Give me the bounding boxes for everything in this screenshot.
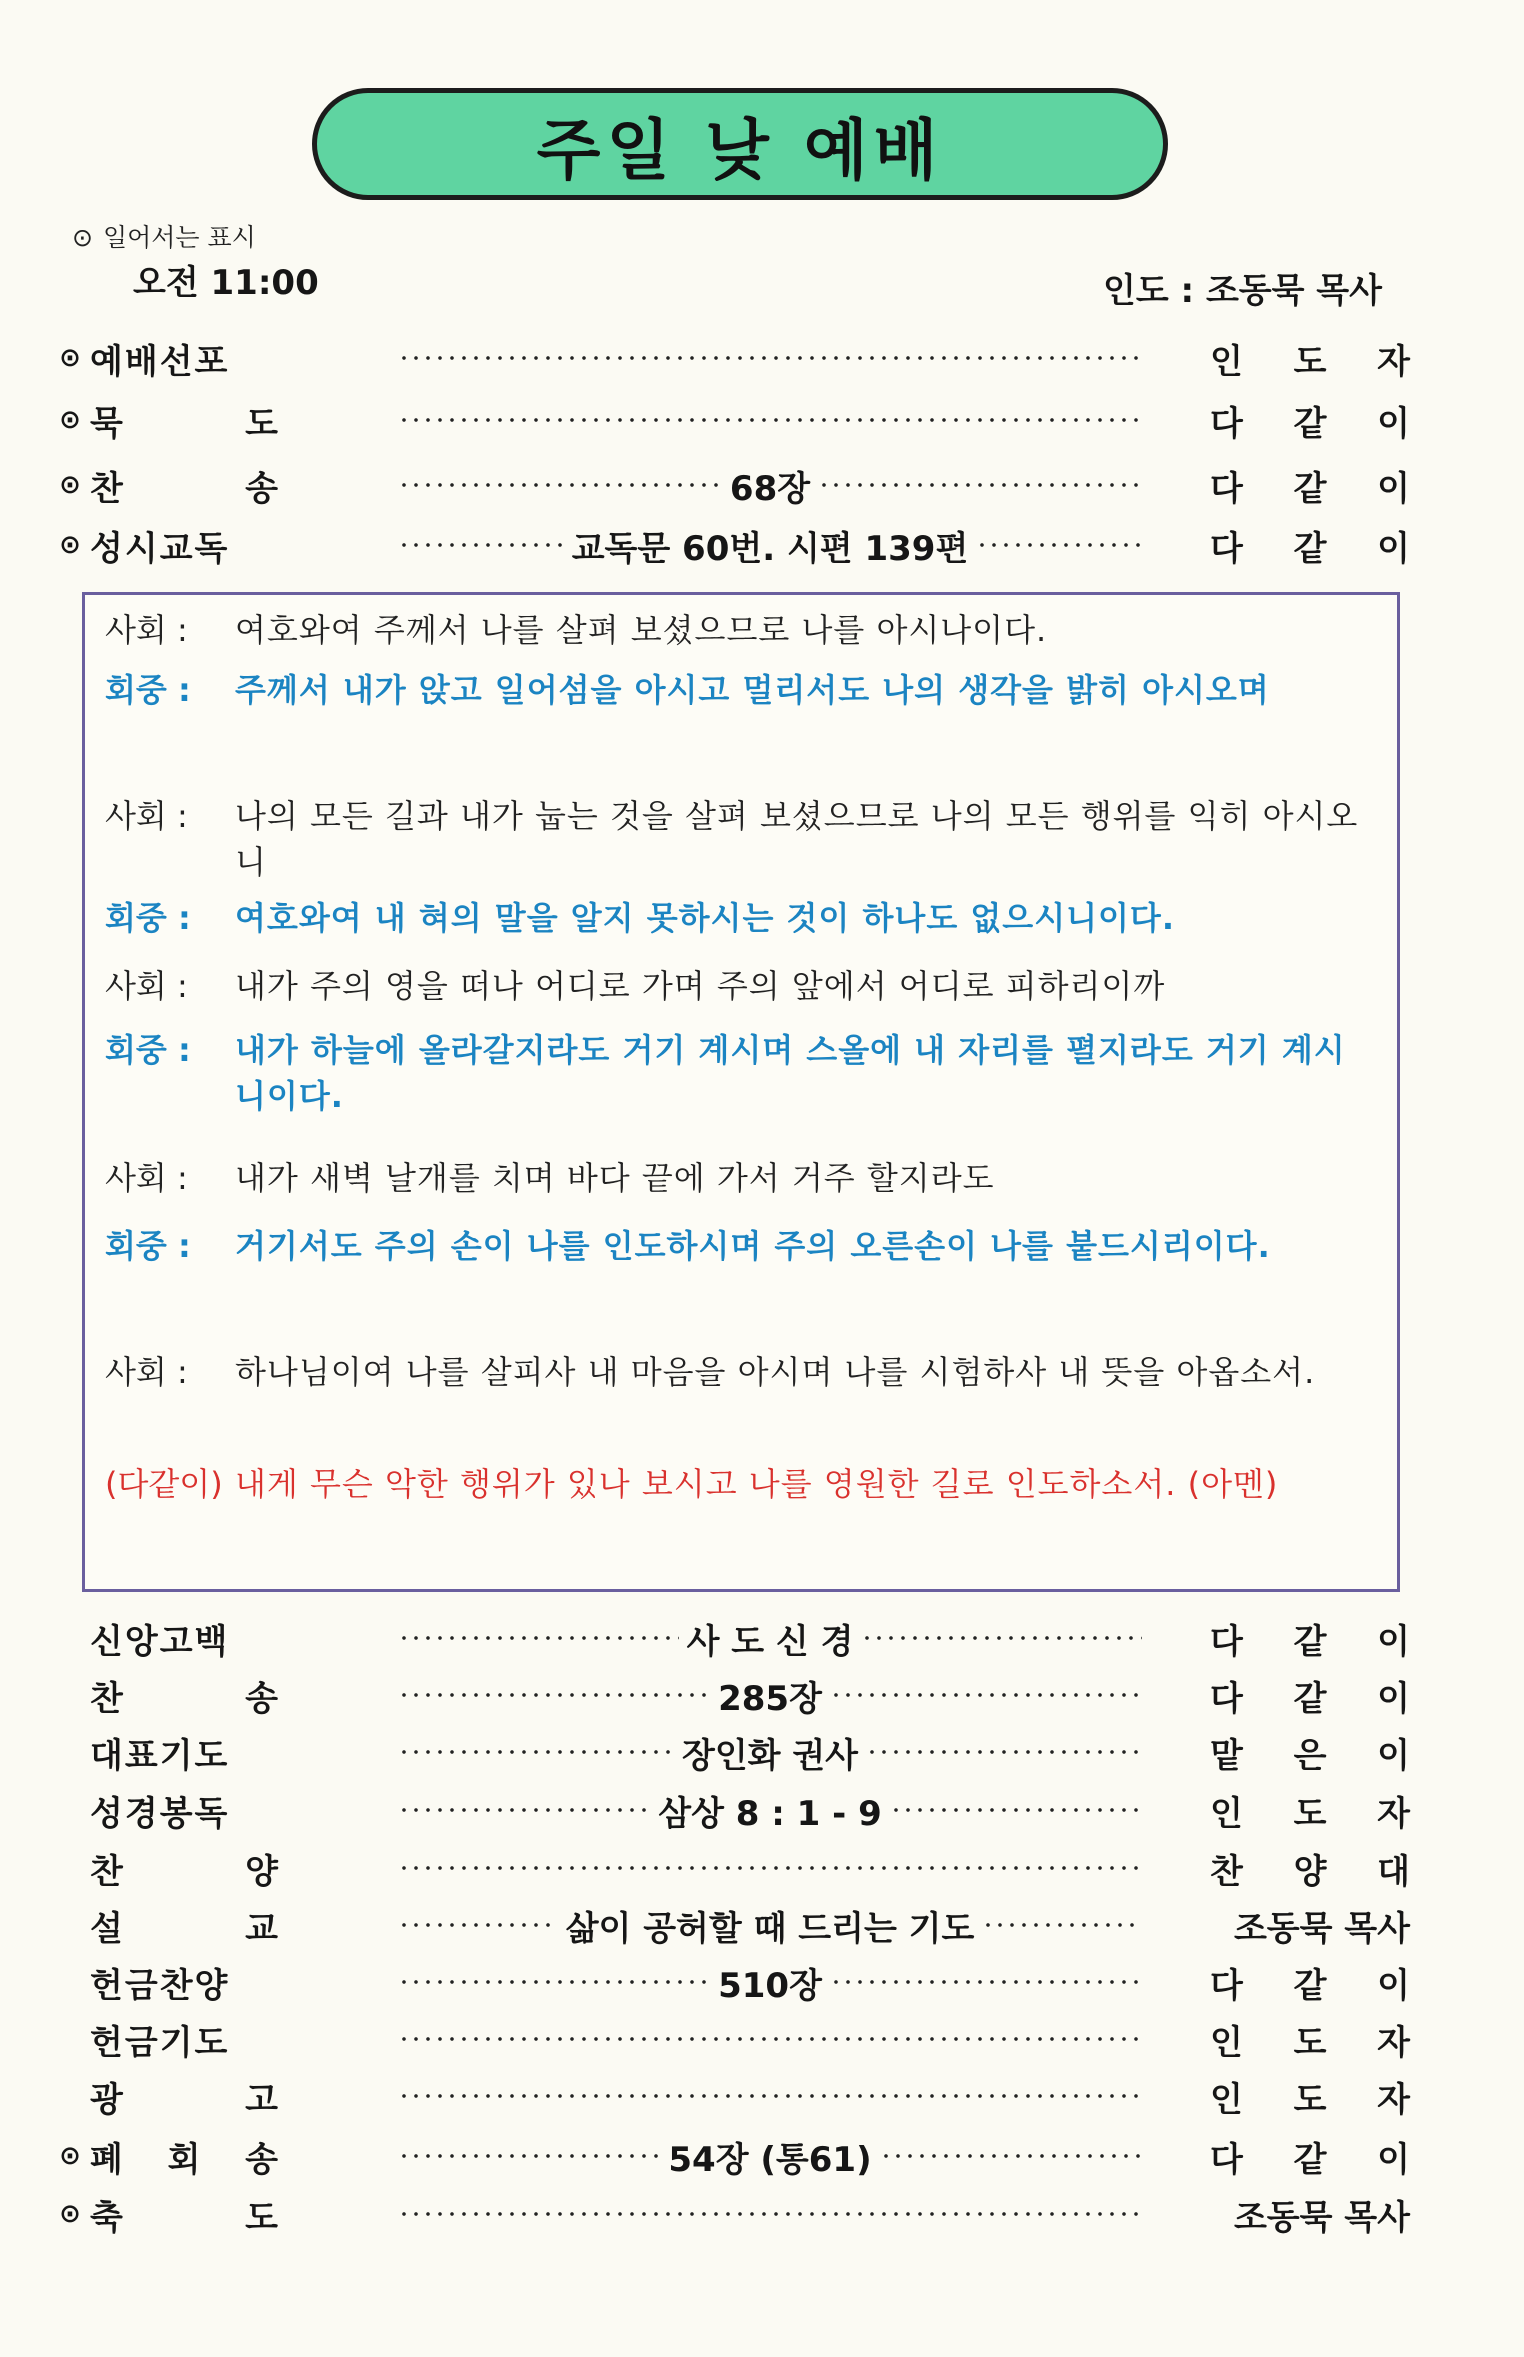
dot-fill [398, 356, 1142, 360]
dot-leader [390, 1786, 1150, 1835]
litany-line [105, 793, 1375, 885]
dot-leader [390, 2037, 1150, 2041]
dot-fill [830, 1980, 1142, 1984]
stand-mark-icon: ⊙ [59, 2199, 81, 2229]
litany-line [105, 607, 1375, 653]
order-item-person-part: 다 [1210, 2139, 1243, 2180]
order-item-person-part: 같 [1293, 1621, 1327, 1662]
order-item-detail: 510장 [718, 1965, 822, 2006]
litany-text: 내가 새벽 날개를 치며 바다 끝에 가서 거주 할지라도 [235, 1159, 995, 1197]
order-item-name [90, 396, 280, 445]
dot-fill [830, 1693, 1142, 1697]
dot-leader [390, 521, 1150, 570]
order-item-person-part: 자 [1377, 2079, 1410, 2120]
dot-fill [976, 543, 1142, 547]
dot-leader [390, 1671, 1150, 1720]
litany-text: 여호와여 내 혀의 말을 알지 못하시는 것이 하나도 없으시니이다. [235, 899, 1175, 937]
litany-line [105, 1027, 1375, 1119]
order-item-detail: 삼상 8 : 1 - 9 [658, 1793, 882, 1834]
order-item-name-part: 송 [245, 1678, 280, 1719]
litany-line [105, 963, 1375, 1009]
order-item-detail: 사 도 신 경 [686, 1621, 854, 1662]
dot-fill [398, 1750, 674, 1754]
order-item-person-part: 인 [1210, 2022, 1243, 2063]
order-item-name [90, 1901, 280, 1950]
order-item-person-part: 인 [1210, 2079, 1243, 2120]
title-banner [312, 88, 1168, 200]
dot-fill [866, 1750, 1142, 1754]
order-item-person-part: 도 [1293, 341, 1327, 382]
dot-fill [880, 2154, 1142, 2158]
order-item-person-part: 다 [1210, 1678, 1243, 1719]
order-item-person-part: 은 [1293, 1735, 1327, 1776]
order-item-person [1150, 1671, 1420, 1720]
order-item-name: 신앙고백 [90, 1621, 230, 1662]
litany-role: (다같이) [105, 1465, 223, 1503]
order-item-person-part: 다 [1210, 403, 1243, 444]
service-time: 오전 11:00 [133, 263, 319, 303]
stand-mark-icon: ⊙ [59, 470, 81, 500]
dot-fill [398, 1693, 710, 1697]
order-item-name [90, 461, 280, 510]
order-item-name-part: 교 [245, 1908, 280, 1949]
order-item-person [1150, 1844, 1420, 1893]
litany-role: 회중 : [105, 1227, 191, 1265]
order-item [50, 1665, 1420, 1725]
order-item-name-part: 도 [245, 403, 280, 444]
dot-fill [982, 1923, 1142, 1927]
order-item-name-part: 고 [245, 2079, 280, 2120]
order-item [50, 1780, 1420, 1840]
order-item-person-part: 이 [1377, 1678, 1410, 1719]
order-item-person-part: 이 [1377, 528, 1410, 569]
litany-role: 회중 : [105, 1031, 191, 1069]
order-item-name-part: 찬 [90, 468, 125, 509]
order-item-person-part: 인 [1210, 341, 1243, 382]
dot-fill [818, 483, 1142, 487]
litany-text: 내가 주의 영을 떠나 어디로 가며 주의 앞에서 어디로 피하리이까 [235, 967, 1166, 1005]
order-item-name: 헌금기도 [90, 2022, 230, 2063]
order-item-person [1150, 2132, 1420, 2181]
order-item-detail: 삶이 공허할 때 드리는 기도 [565, 1908, 975, 1949]
litany-role: 회중 : [105, 899, 191, 937]
order-item-person [1150, 1728, 1420, 1777]
litany-role: 사회 : [105, 797, 188, 835]
dot-leader [390, 1866, 1150, 1870]
litany-text: 나의 모든 길과 내가 눕는 것을 살펴 보셨으므로 나의 모든 행위를 익히 아시오니 [235, 797, 1359, 881]
litany-text: 거기서도 주의 손이 나를 인도하시며 주의 오른손이 나를 붙드시리이다. [235, 1227, 1271, 1265]
order-item-name: 예배선포 [90, 341, 230, 382]
order-item [50, 390, 1420, 450]
litany-role: 사회 : [105, 1353, 188, 1391]
stand-mark-icon: ⊙ [59, 405, 81, 435]
order-item [50, 1895, 1420, 1955]
legend-text: 일어서는 표시 [102, 223, 256, 252]
order-item-person-part: 찬 [1210, 1851, 1243, 1892]
dot-fill [398, 2094, 1142, 2098]
order-item-person-part: 이 [1377, 1735, 1410, 1776]
litany-text: 여호와여 주께서 나를 살펴 보셨으므로 나를 아시나이다. [235, 611, 1048, 649]
order-item-person [1150, 396, 1420, 445]
dot-fill [398, 2154, 660, 2158]
order-item [50, 1608, 1420, 1668]
order-item-person-part: 같 [1293, 2139, 1327, 2180]
order-item-person [1150, 1614, 1420, 1663]
order-item-person-part: 다 [1210, 468, 1243, 509]
dot-fill [861, 1636, 1142, 1640]
dot-leader [390, 356, 1150, 360]
order-item-person-part: 다 [1210, 1621, 1243, 1662]
standing-legend [72, 218, 256, 254]
order-item-person: 조동묵 목사 [1233, 2197, 1410, 2238]
order-item-detail: 285장 [718, 1678, 822, 1719]
litany-role: 사회 : [105, 967, 188, 1005]
order-item-name [90, 2132, 280, 2181]
order-item-name-part: 양 [245, 1851, 280, 1892]
dot-fill [398, 1866, 1142, 1870]
order-item-name-part: 광 [90, 2079, 125, 2120]
order-item [50, 1838, 1420, 1898]
order-item-name [90, 1844, 280, 1893]
order-item-name-part: 설 [90, 1908, 125, 1949]
order-item-person-part: 이 [1377, 1621, 1410, 1662]
order-item-person-part: 이 [1377, 403, 1410, 444]
dot-leader [390, 418, 1150, 422]
dot-leader [390, 1901, 1150, 1950]
dot-leader [390, 2212, 1150, 2216]
order-item [50, 1952, 1420, 2012]
dot-leader [390, 2132, 1150, 2181]
dot-fill [398, 543, 564, 547]
order-item [50, 2009, 1420, 2069]
litany-role: 사회 : [105, 611, 188, 649]
order-item-name-part: 찬 [90, 1678, 125, 1719]
order-item-person [1150, 2015, 1420, 2064]
litany-line [105, 895, 1375, 941]
order-item-person-part: 이 [1377, 468, 1410, 509]
order-item-name-part: 폐 [90, 2139, 125, 2180]
responsive-reading-box [82, 592, 1400, 1592]
order-item-person-part: 도 [1293, 2022, 1327, 2063]
order-item-person-part: 다 [1210, 1965, 1243, 2006]
order-item-person-part: 대 [1377, 1851, 1410, 1892]
dot-leader [390, 1614, 1150, 1663]
order-item-person-part: 같 [1293, 528, 1327, 569]
litany-line [105, 1461, 1375, 1507]
litany-text: 주께서 내가 앉고 일어섬을 아시고 멀리서도 나의 생각을 밝히 아시오며 [235, 671, 1270, 709]
order-item-name-part: 회 [167, 2139, 203, 2180]
order-item-person-part: 이 [1377, 1965, 1410, 2006]
order-item-name-part: 묵 [90, 403, 125, 444]
litany-line [105, 1349, 1375, 1395]
order-item-person [1150, 461, 1420, 510]
order-item-name [90, 2072, 280, 2121]
dot-fill [398, 1980, 710, 1984]
page-title: 주일 낮 예배 [536, 111, 944, 189]
order-item-name-part: 도 [245, 2197, 280, 2238]
dot-leader [390, 461, 1150, 510]
stand-mark-icon: ⊙ [72, 223, 93, 252]
order-item-person-part: 같 [1293, 468, 1327, 509]
order-item-detail: 54장 (통61) [668, 2139, 872, 2180]
litany-text: 내게 무슨 악한 행위가 있나 보시고 나를 영원한 길로 인도하소서. (아멘) [235, 1465, 1279, 1503]
order-item-person-part: 다 [1210, 528, 1243, 569]
order-item-person-part: 맡 [1210, 1735, 1243, 1776]
order-item-name-part: 송 [245, 468, 280, 509]
order-item [50, 455, 1420, 515]
dot-fill [398, 2212, 1142, 2216]
order-item-person-part: 같 [1293, 1678, 1327, 1719]
order-item-name [90, 2190, 280, 2239]
order-item-person-part: 도 [1293, 2079, 1327, 2120]
order-item [50, 2184, 1420, 2244]
order-item-name-part: 송 [245, 2139, 280, 2180]
order-item-name-part: 축 [90, 2197, 125, 2238]
litany-line [105, 1223, 1375, 1269]
order-item-person-part: 같 [1293, 1965, 1327, 2006]
dot-fill [398, 483, 722, 487]
litany-text: 하나님이여 나를 살피사 내 마음을 아시며 나를 시험하사 내 뜻을 아옵소서. [235, 1353, 1316, 1391]
order-item-person-part: 인 [1210, 1793, 1243, 1834]
order-item-name [90, 1671, 280, 1720]
order-item-person-part: 같 [1293, 403, 1327, 444]
dot-fill [398, 2037, 1142, 2041]
dot-leader [390, 1728, 1150, 1777]
order-item-name: 대표기도 [90, 1735, 230, 1776]
litany-line [105, 1155, 1375, 1201]
dot-fill [890, 1808, 1142, 1812]
order-item-name: 헌금찬양 [90, 1965, 230, 2006]
litany-line [105, 667, 1375, 713]
litany-text: 내가 하늘에 올라갈지라도 거기 계시며 스올에 내 자리를 펼지라도 거기 계시니이다. [235, 1031, 1346, 1115]
litany-role: 회중 : [105, 671, 191, 709]
order-item-person [1150, 1786, 1420, 1835]
litany-role: 사회 : [105, 1159, 188, 1197]
order-item-person: 조동묵 목사 [1233, 1908, 1410, 1949]
order-item-name-part: 찬 [90, 1851, 125, 1892]
order-item-person [1150, 1958, 1420, 2007]
order-item-detail: 교독문 60번. 시편 139편 [571, 528, 969, 569]
order-item-person-part: 이 [1377, 2139, 1410, 2180]
order-item-person [1150, 334, 1420, 383]
order-item-name: 성시교독 [90, 528, 230, 569]
order-item-person-part: 양 [1293, 1851, 1327, 1892]
service-leader: 인도 : 조동묵 목사 [1102, 271, 1382, 311]
order-item-detail: 68장 [729, 468, 811, 509]
dot-fill [398, 1636, 679, 1640]
stand-mark-icon: ⊙ [59, 2141, 81, 2171]
order-item-person-part: 자 [1377, 2022, 1410, 2063]
order-item [50, 1722, 1420, 1782]
dot-fill [398, 1923, 558, 1927]
order-item-person [1150, 521, 1420, 570]
order-item [50, 2126, 1420, 2186]
order-item [50, 328, 1420, 388]
stand-mark-icon: ⊙ [59, 530, 81, 560]
stand-mark-icon: ⊙ [59, 343, 81, 373]
order-item-person-part: 자 [1377, 341, 1410, 382]
order-item-detail: 장인화 권사 [681, 1735, 859, 1776]
order-item [50, 515, 1420, 575]
order-item-person-part: 자 [1377, 1793, 1410, 1834]
dot-fill [398, 1808, 650, 1812]
dot-fill [398, 418, 1142, 422]
order-item [50, 2066, 1420, 2126]
order-item-person-part: 도 [1293, 1793, 1327, 1834]
order-item-person [1150, 2072, 1420, 2121]
dot-leader [390, 1958, 1150, 2007]
order-item-name: 성경봉독 [90, 1793, 230, 1834]
dot-leader [390, 2094, 1150, 2098]
